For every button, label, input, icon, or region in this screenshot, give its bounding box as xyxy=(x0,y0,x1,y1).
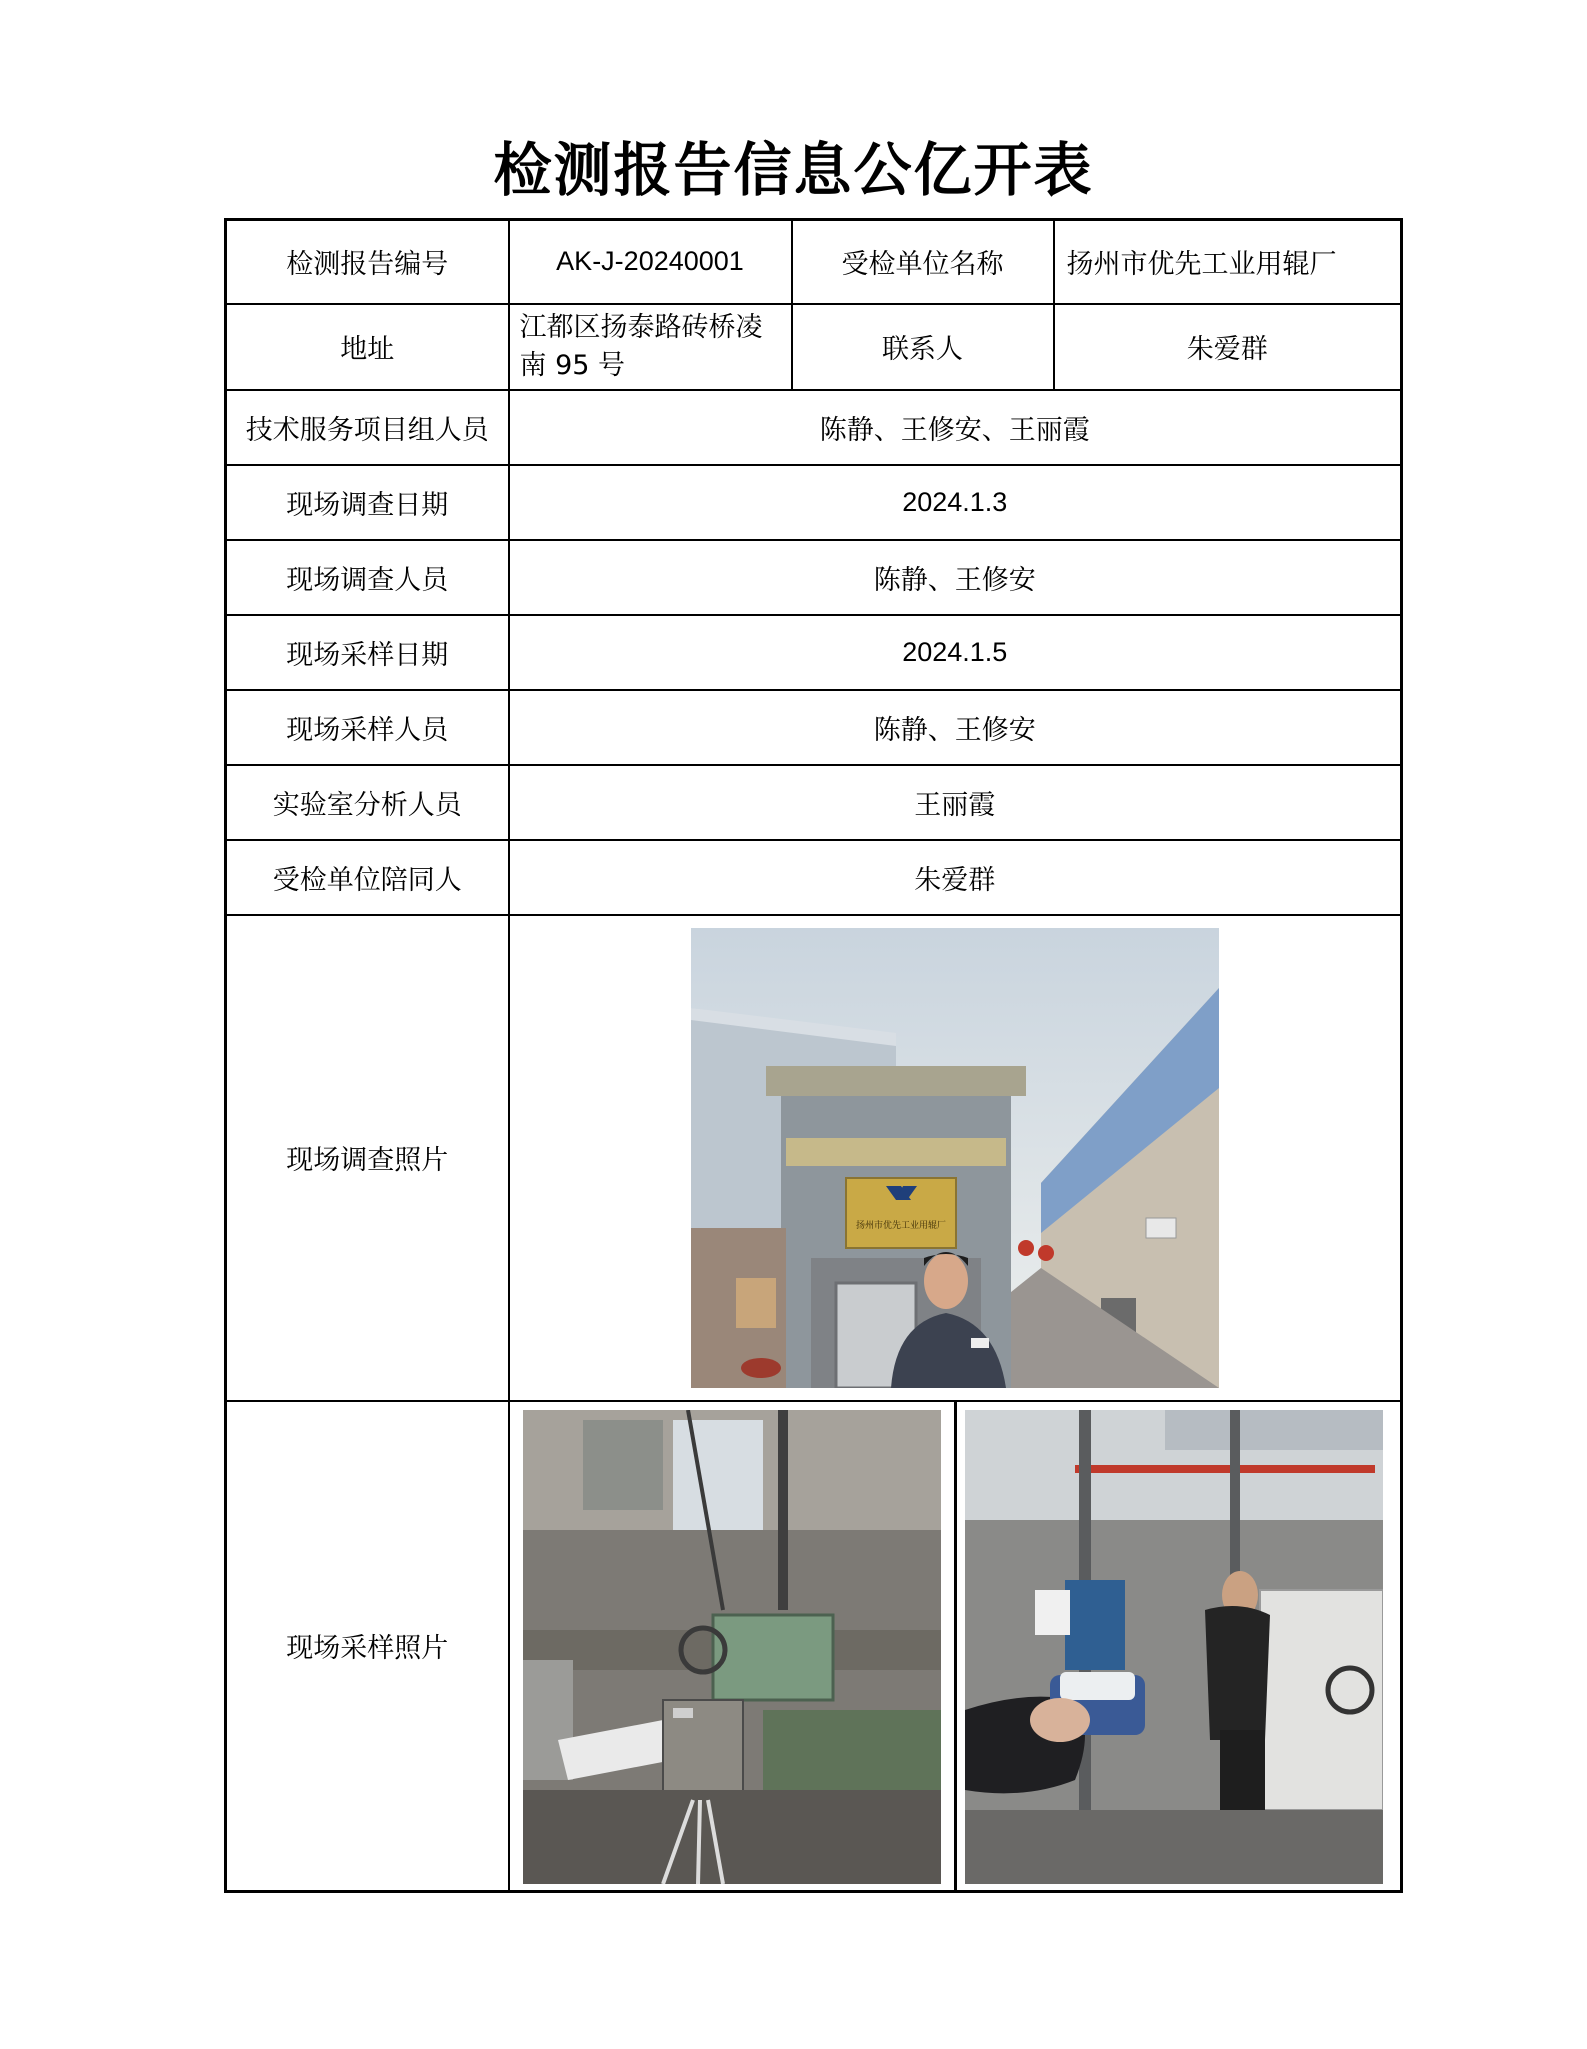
address-value: 江都区扬泰路砖桥凌南 95 号 xyxy=(509,304,792,390)
row-label: 受检单位陪同人 xyxy=(226,840,509,915)
table-row xyxy=(226,304,1402,390)
table-row xyxy=(226,540,1402,615)
row-label: 现场采样人员 xyxy=(226,690,509,765)
row-value: 陈静、王修安 xyxy=(509,690,1402,765)
row-label: 实验室分析人员 xyxy=(226,765,509,840)
table-row xyxy=(226,1401,1402,1892)
row-value: 2024.1.5 xyxy=(509,615,1402,690)
label-unit-name: 受检单位名称 xyxy=(792,220,1054,304)
row-value: 陈静、王修安、王丽霞 xyxy=(509,390,1402,465)
label-contact: 联系人 xyxy=(792,304,1054,390)
table-row xyxy=(226,765,1402,840)
report-no-value: AK-J-20240001 xyxy=(509,220,792,304)
page-title: 检测报告信息公亿开表 xyxy=(493,136,1094,204)
survey-photo-label: 现场调查照片 xyxy=(226,915,509,1401)
table-row xyxy=(226,840,1402,915)
row-label: 技术服务项目组人员 xyxy=(226,390,509,465)
row-label: 现场调查人员 xyxy=(226,540,509,615)
unit-name-value: 扬州市优先工业用辊厂 xyxy=(1054,220,1402,304)
sampling-photo-label: 现场采样照片 xyxy=(226,1401,509,1892)
sampling-photo-cell xyxy=(509,1401,1402,1892)
survey-photo xyxy=(691,928,1219,1388)
contact-value: 朱爱群 xyxy=(1054,304,1402,390)
table-row xyxy=(226,465,1402,540)
sign-text: 扬州市优先工业用辊厂 xyxy=(855,1220,946,1231)
sampling-photo-instrument xyxy=(965,1410,1383,1884)
row-value: 2024.1.3 xyxy=(509,465,1402,540)
table-row xyxy=(226,690,1402,765)
photo-divider xyxy=(954,1402,957,1890)
row-label: 现场调查日期 xyxy=(226,465,509,540)
survey-photo-cell xyxy=(509,915,1402,1401)
table-row xyxy=(226,220,1402,304)
sampling-photo-lathe xyxy=(523,1410,941,1884)
table-row xyxy=(226,390,1402,465)
row-value: 朱爱群 xyxy=(509,840,1402,915)
row-value: 陈静、王修安 xyxy=(509,540,1402,615)
label-report-no: 检测报告编号 xyxy=(226,220,509,304)
info-table xyxy=(224,218,1403,1893)
row-label: 现场采样日期 xyxy=(226,615,509,690)
table-row xyxy=(226,915,1402,1401)
row-value: 王丽霞 xyxy=(509,765,1402,840)
label-address: 地址 xyxy=(226,304,509,390)
table-row xyxy=(226,615,1402,690)
